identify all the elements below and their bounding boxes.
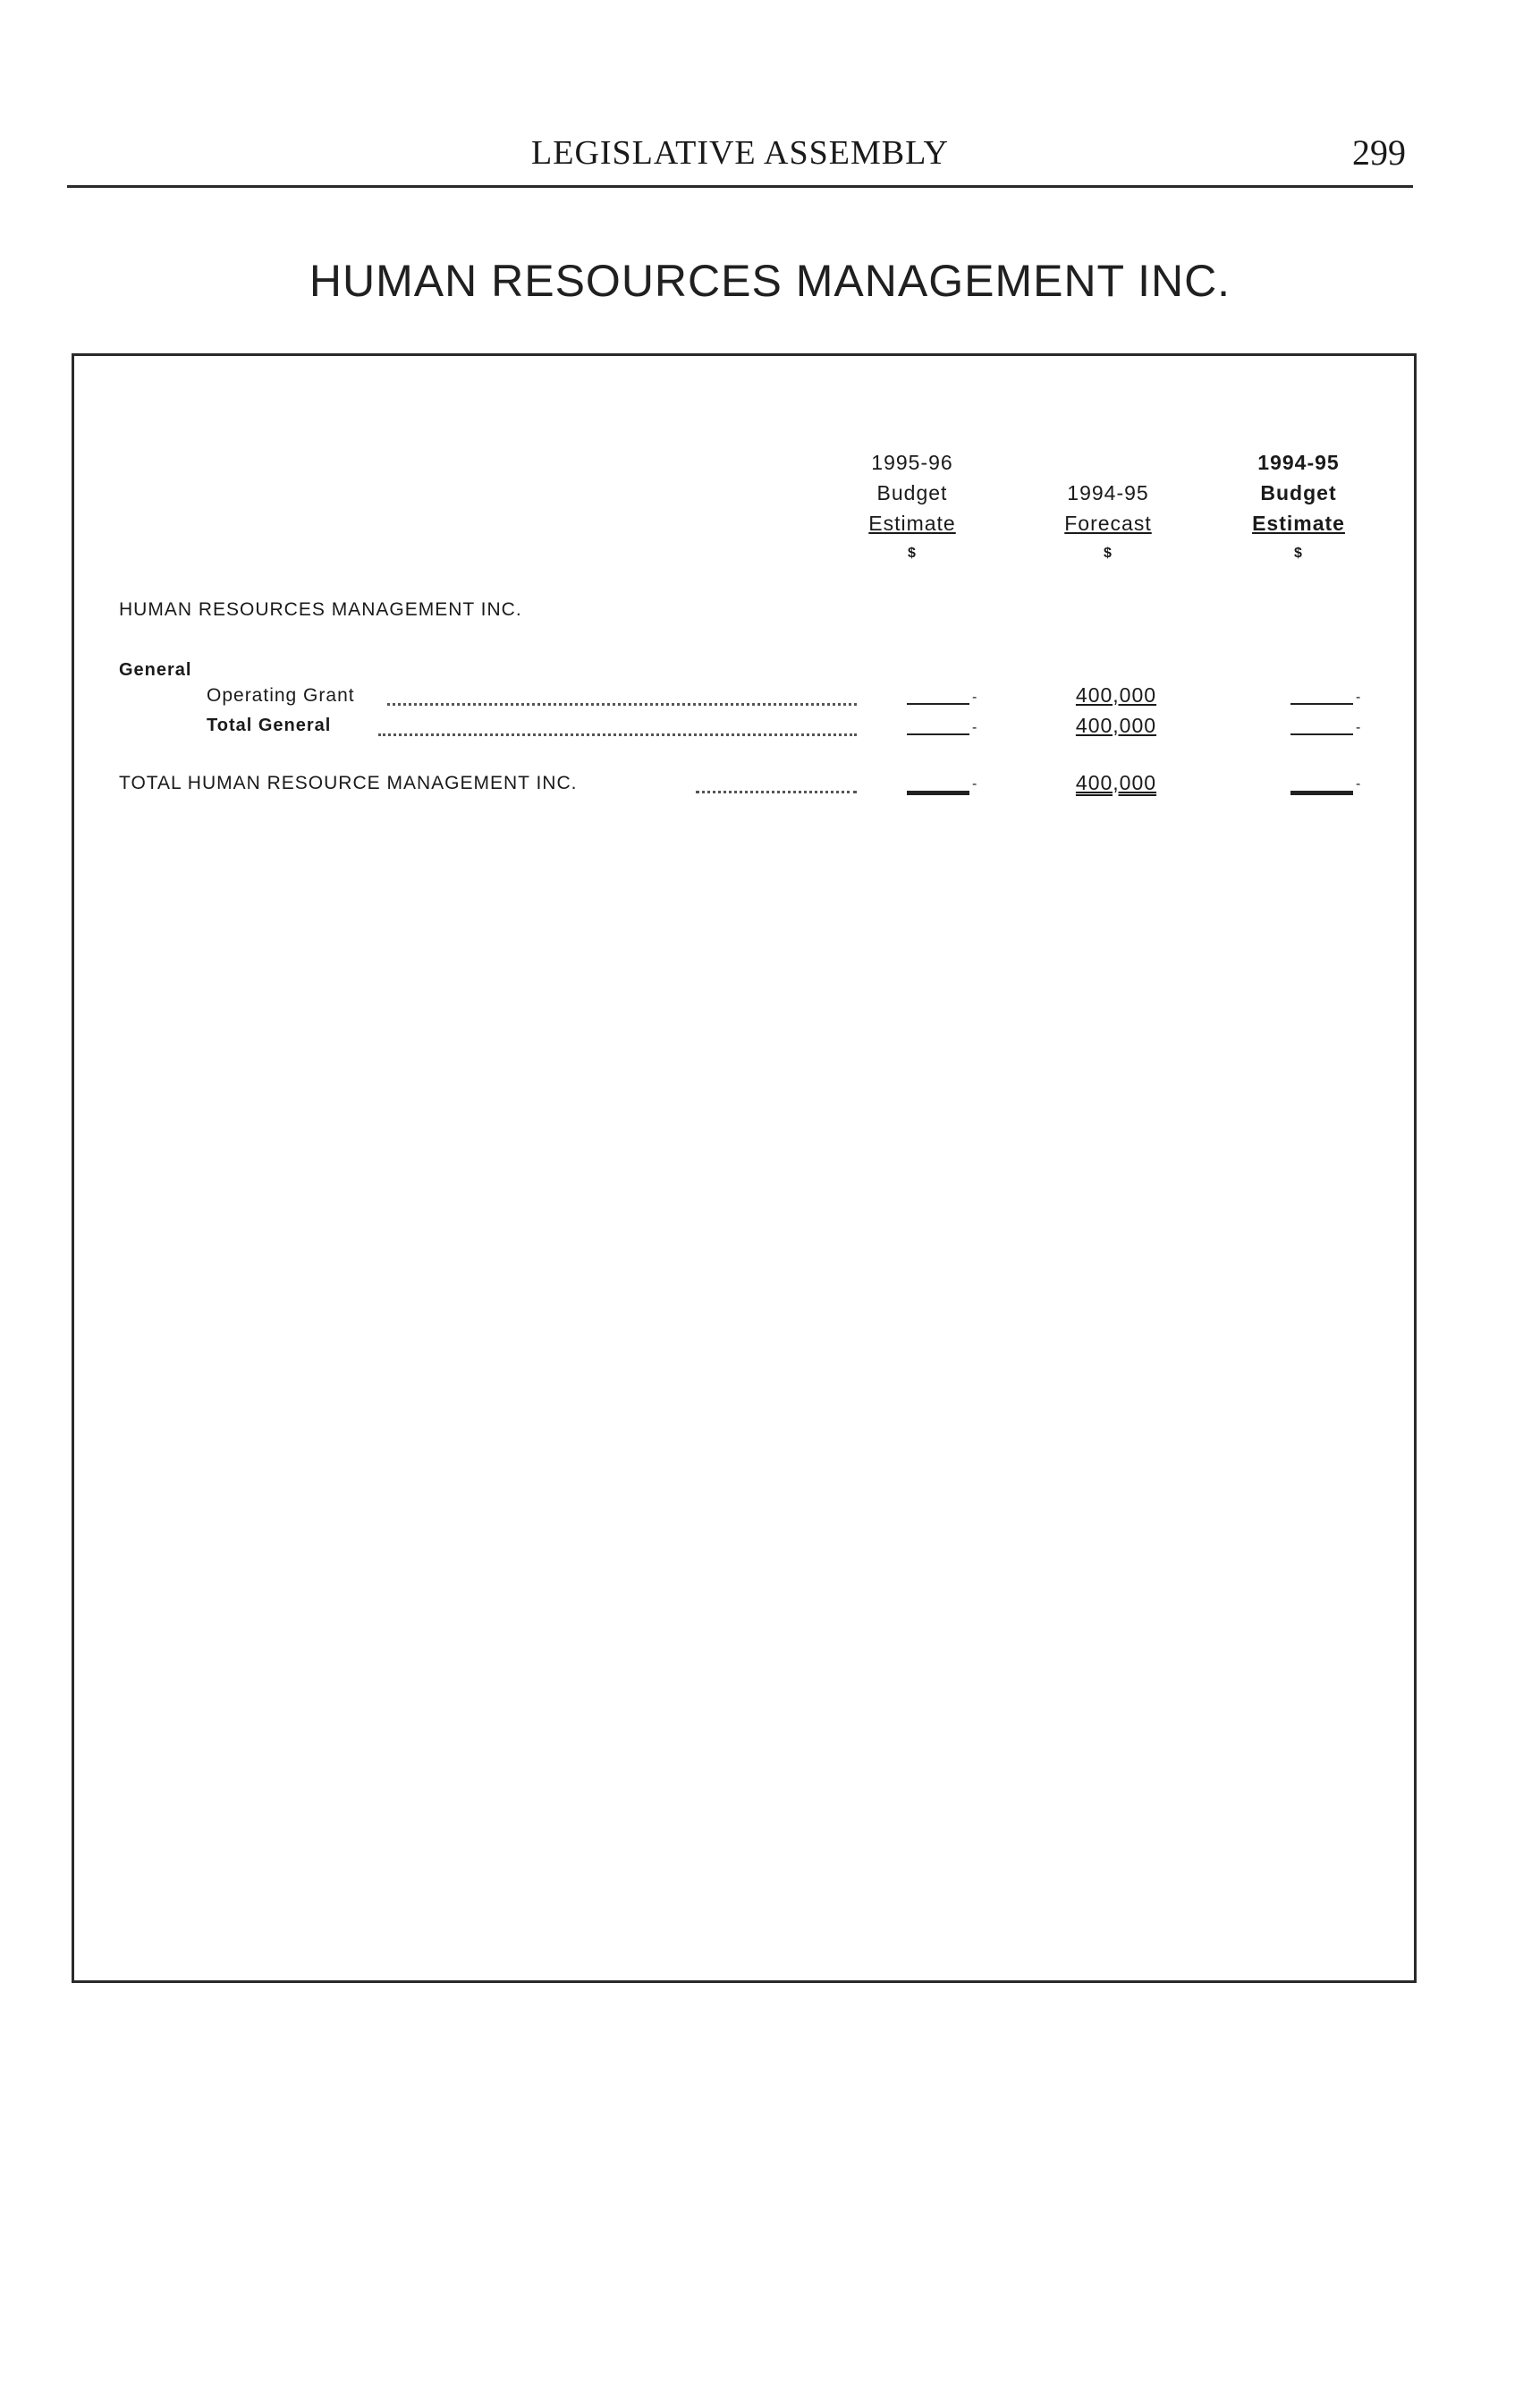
dot-leader <box>387 683 857 706</box>
nil-dash <box>1290 703 1353 705</box>
row-label: Total General <box>207 716 332 735</box>
column-header-1994-95-forecast: 1994-95 Forecast $ <box>1064 481 1152 561</box>
nil-dash <box>907 703 969 705</box>
column-header-1995-96-budget-estimate: 1995-96 Budget Estimate $ <box>868 451 956 561</box>
nil-mark: - <box>972 720 977 735</box>
nil-mark: - <box>972 690 977 705</box>
row-value-forecast: 400,000 <box>1075 714 1157 737</box>
page-number: 299 <box>1352 132 1406 173</box>
total-label: TOTAL HUMAN RESOURCE MANAGEMENT INC. <box>119 773 578 793</box>
running-header <box>67 130 1413 188</box>
nil-mark: - <box>972 776 977 792</box>
nil-mark: - <box>1356 720 1361 735</box>
nil-dash <box>1290 733 1353 735</box>
dot-leader <box>696 771 857 793</box>
nil-mark: - <box>1356 690 1361 705</box>
row-label: Operating Grant <box>207 685 355 706</box>
estimates-table-box <box>72 353 1417 1983</box>
document-title: HUMAN RESOURCES MANAGEMENT INC. <box>309 256 1231 306</box>
dot-leader <box>378 714 857 736</box>
running-title: LEGISLATIVE ASSEMBLY <box>531 134 949 172</box>
group-heading-general: General <box>119 660 192 680</box>
nil-mark: - <box>1356 776 1361 792</box>
section-heading: HUMAN RESOURCES MANAGEMENT INC. <box>119 599 522 620</box>
nil-dash <box>907 791 969 795</box>
total-value-forecast: 400,000 <box>1075 771 1157 794</box>
nil-dash <box>907 733 969 735</box>
row-value-forecast: 400,000 <box>1075 683 1157 707</box>
column-header-1994-95-budget-estimate: 1994-95 Budget Estimate $ <box>1252 451 1345 561</box>
nil-dash <box>1290 791 1353 795</box>
